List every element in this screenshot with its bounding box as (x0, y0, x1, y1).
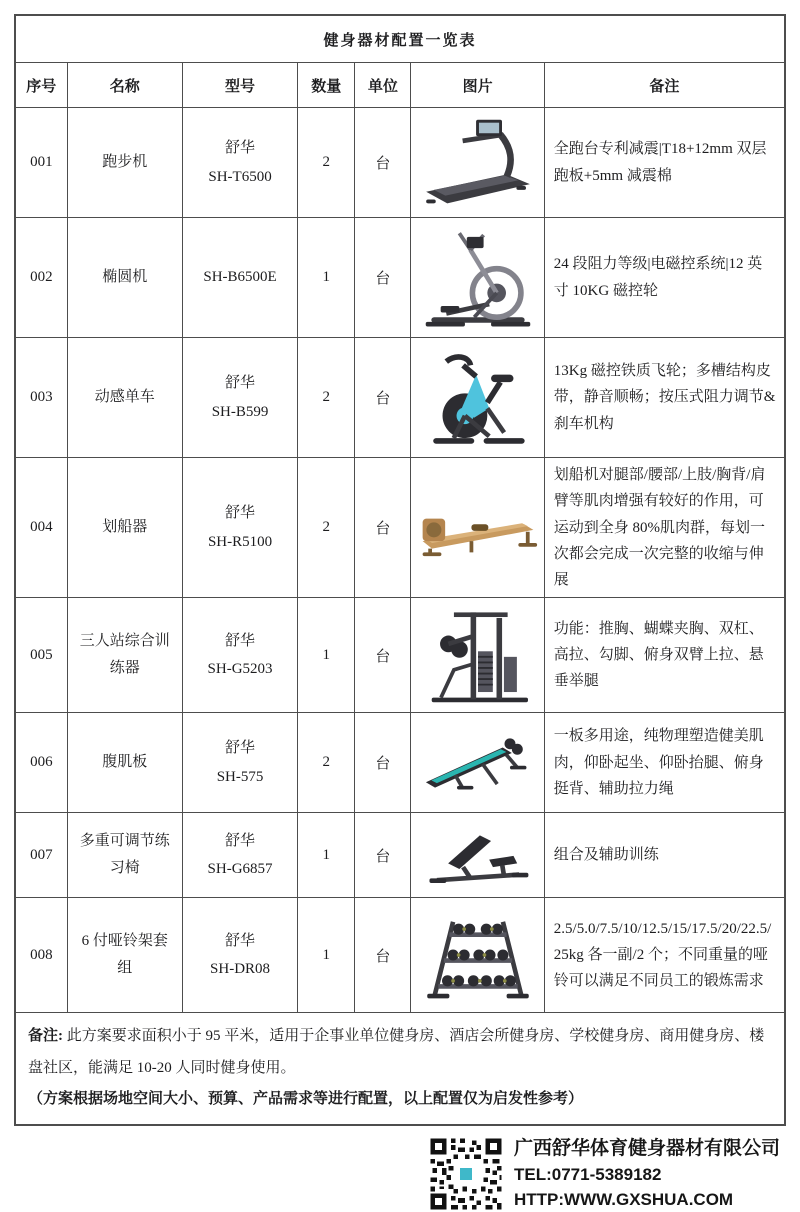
notes-label: 备注: (28, 1028, 67, 1045)
row-brand: 舒华 (225, 832, 256, 849)
row-model-code: SH-575 (216, 768, 264, 785)
notes-text: 此方案要求面积小于 95 平米，适用于企事业单位健身房、酒店会所健身房、学校健身房、商用健身房、楼盘社区，能满足 10-20 人同时健身使用。 (28, 1028, 765, 1076)
row-qty: 2 (298, 108, 355, 218)
page-title: 健身器材配置一览表 (15, 15, 785, 63)
row-model (182, 108, 297, 218)
table-row (15, 713, 785, 813)
footer-url: HTTP:WWW.GXSHUA.COM (514, 1189, 734, 1209)
row-model-code: SH-G6857 (207, 861, 273, 878)
row-model (182, 598, 297, 713)
row-name: 划船器 (67, 458, 182, 598)
row-remark: 功能：推胸、蝴蝶夹胸、双杠、高拉、勾脚、俯身双臂上拉、悬垂举腿 (544, 598, 785, 713)
row-unit: 台 (355, 218, 411, 338)
row-unit: 台 (355, 598, 411, 713)
notes-line2: （方案根据场地空间大小、预算、产品需求等进行配置，以上配置仅为启发性参考） (28, 1091, 584, 1108)
footer-company: 广西舒华体育健身器材有限公司 (514, 1137, 781, 1159)
row-no: 007 (15, 813, 67, 898)
footer-tel: TEL:0771-5389182 (514, 1164, 662, 1184)
table-row (15, 108, 785, 218)
row-model-code: SH-R5100 (207, 533, 273, 550)
table-row (15, 598, 785, 713)
equipment-table (14, 14, 786, 1126)
row-brand: 舒华 (225, 740, 256, 757)
row-remark: 组合及辅助训练 (544, 813, 785, 898)
row-brand: 舒华 (225, 505, 256, 522)
row-qty: 1 (298, 598, 355, 713)
row-name: 6 付哑铃架套组 (67, 898, 182, 1013)
row-model (182, 813, 297, 898)
rowing-machine-image (417, 494, 539, 562)
multi-station-gym-image (422, 605, 534, 705)
adjustable-bench-image (422, 824, 534, 886)
row-name: 动感单车 (67, 338, 182, 458)
row-image-cell (411, 108, 544, 218)
row-name: 跑步机 (67, 108, 182, 218)
row-brand: 舒华 (225, 632, 256, 649)
row-remark: 2.5/5.0/7.5/10/12.5/15/17.5/20/22.5/25kg 各一副/2 个；不同重量的哑铃可以满足不同员工的锻炼需求 (544, 898, 785, 1013)
elliptical-image (422, 225, 534, 331)
row-remark: 划船机对腿部/腰部/上肢/胸背/肩臂等肌肉增强有较好的作用，可运动到全身 80%肌肉群，每划一次都会完成一次完整的收缩与伸展 (544, 458, 785, 598)
row-remark: 全跑台专利减震|T18+12mm 双层跑板+5mm 减震棉 (544, 108, 785, 218)
row-image-cell (411, 218, 544, 338)
row-name: 椭圆机 (67, 218, 182, 338)
table-row (15, 218, 785, 338)
row-image-cell (411, 898, 544, 1013)
row-name: 腹肌板 (67, 713, 182, 813)
row-name: 三人站综合训练器 (67, 598, 182, 713)
row-unit: 台 (355, 713, 411, 813)
row-qty: 2 (298, 713, 355, 813)
notes-line1 (28, 1021, 772, 1084)
table-row (15, 813, 785, 898)
row-qty: 1 (298, 218, 355, 338)
row-no: 004 (15, 458, 67, 598)
row-qty: 1 (298, 813, 355, 898)
row-unit: 台 (355, 813, 411, 898)
notes-cell (15, 1013, 785, 1125)
sit-up-board-image (417, 731, 539, 795)
row-brand: 舒华 (225, 140, 256, 156)
row-model-code: SH-B6500E (203, 269, 277, 286)
row-qty: 1 (298, 898, 355, 1013)
row-model-code: SH-T6500 (208, 168, 272, 185)
row-no: 006 (15, 713, 67, 813)
document-sheet (14, 0, 786, 1212)
row-name: 多重可调节练习椅 (67, 813, 182, 898)
row-unit: 台 (355, 458, 411, 598)
footer (14, 1136, 786, 1212)
col-header-no: 序号 (15, 63, 67, 108)
row-model-code: SH-G5203 (207, 661, 273, 678)
col-header-remark: 备注 (544, 63, 785, 108)
title-row (15, 15, 785, 63)
col-header-name: 名称 (67, 63, 182, 108)
table-row (15, 338, 785, 458)
col-header-unit: 单位 (355, 63, 411, 108)
row-image-cell (411, 458, 544, 598)
row-image-cell (411, 713, 544, 813)
row-remark: 一板多用途，纯物理塑造健美肌肉，仰卧起坐、仰卧抬腿、俯身挺背、辅助拉力绳 (544, 713, 785, 813)
treadmill-image (420, 115, 536, 211)
row-no: 005 (15, 598, 67, 713)
dumbbell-rack-image (418, 907, 538, 1003)
col-header-model: 型号 (182, 63, 297, 108)
row-unit: 台 (355, 108, 411, 218)
row-no: 002 (15, 218, 67, 338)
row-no: 008 (15, 898, 67, 1013)
spin-bike-image (422, 346, 534, 450)
row-model (182, 713, 297, 813)
row-model-code: SH-B599 (211, 403, 269, 420)
row-image-cell (411, 598, 544, 713)
row-unit: 台 (355, 338, 411, 458)
row-model (182, 458, 297, 598)
notes-row (15, 1013, 785, 1125)
row-brand: 舒华 (225, 932, 256, 949)
row-remark: 13Kg 磁控铁质飞轮；多槽结构皮带，静音顺畅；按压式阻力调节&刹车机构 (544, 338, 785, 458)
qr-code-icon (428, 1136, 504, 1212)
row-no: 003 (15, 338, 67, 458)
row-model (182, 218, 297, 338)
row-remark: 24 段阻力等级|电磁控系统|12 英寸 10KG 磁控轮 (544, 218, 785, 338)
header-row (15, 63, 785, 108)
row-unit: 台 (355, 898, 411, 1013)
row-model (182, 338, 297, 458)
table-row (15, 898, 785, 1013)
col-header-qty: 数量 (298, 63, 355, 108)
row-image-cell (411, 813, 544, 898)
table-row (15, 458, 785, 598)
row-model-code: SH-DR08 (210, 961, 271, 978)
row-no: 001 (15, 108, 67, 218)
row-image-cell (411, 338, 544, 458)
row-brand: 舒华 (225, 375, 256, 391)
row-qty: 2 (298, 458, 355, 598)
col-header-image: 图片 (411, 63, 544, 108)
row-qty: 2 (298, 338, 355, 458)
row-model (182, 898, 297, 1013)
